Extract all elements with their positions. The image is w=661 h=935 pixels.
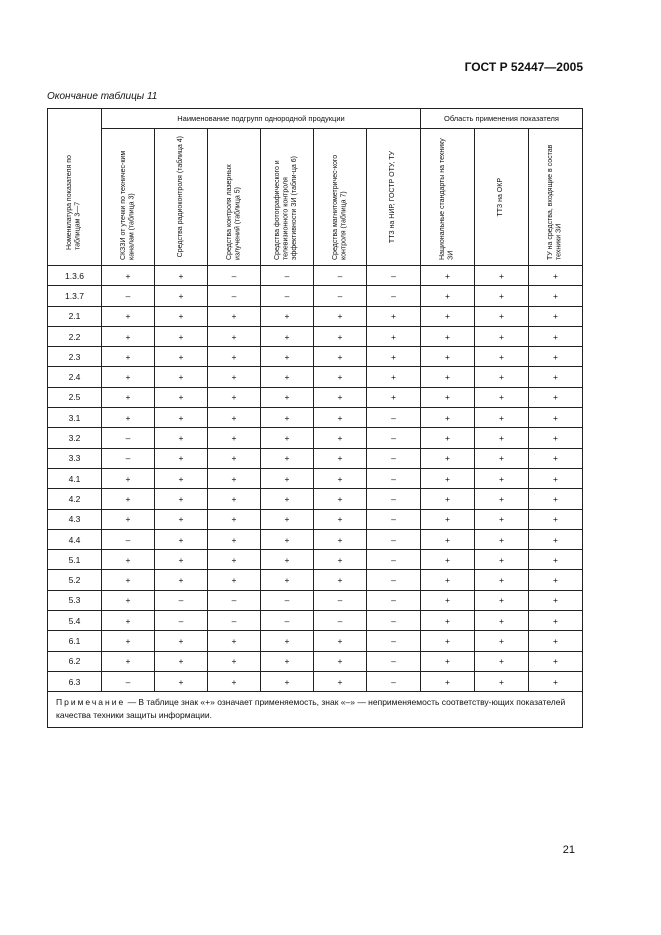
applicability-cell: + <box>529 428 583 448</box>
applicability-cell: + <box>261 671 314 691</box>
applicability-cell: + <box>155 326 208 346</box>
applicability-cell: + <box>475 509 529 529</box>
applicability-cell: + <box>155 509 208 529</box>
applicability-cell: + <box>421 671 475 691</box>
applicability-cell: – <box>367 489 421 509</box>
applicability-cell: + <box>421 408 475 428</box>
row-code: 4.3 <box>48 509 102 529</box>
applicability-cell: + <box>261 347 314 367</box>
applicability-cell: + <box>261 306 314 326</box>
table-row <box>48 651 583 671</box>
column-header-2 <box>155 129 208 266</box>
applicability-cell: + <box>102 326 155 346</box>
applicability-cell: + <box>102 347 155 367</box>
applicability-cell: + <box>475 266 529 286</box>
applicability-cell: + <box>155 448 208 468</box>
applicability-cell: + <box>102 611 155 631</box>
applicability-cell: + <box>529 347 583 367</box>
applicability-cell: + <box>261 509 314 529</box>
applicability-cell: – <box>367 529 421 549</box>
applicability-cell: + <box>475 408 529 428</box>
applicability-cell: + <box>367 326 421 346</box>
applicability-cell: + <box>261 326 314 346</box>
applicability-cell: + <box>475 326 529 346</box>
column-header-text: ТТЗ на НИР, ГОСТР ОТУ, ТУ <box>389 150 397 244</box>
applicability-cell: + <box>367 306 421 326</box>
applicability-cell: – <box>367 468 421 488</box>
table-row <box>48 428 583 448</box>
column-header-7 <box>421 129 475 266</box>
applicability-cell: + <box>261 651 314 671</box>
applicability-cell: + <box>102 468 155 488</box>
applicability-cell: + <box>529 651 583 671</box>
applicability-cell: + <box>475 468 529 488</box>
applicability-cell: + <box>261 408 314 428</box>
applicability-cell: + <box>529 671 583 691</box>
applicability-cell: + <box>475 347 529 367</box>
applicability-cell: + <box>529 468 583 488</box>
table-row <box>48 611 583 631</box>
applicability-cell: + <box>102 387 155 407</box>
applicability-cell: – <box>314 266 367 286</box>
note-row <box>48 692 583 728</box>
applicability-cell: + <box>475 286 529 306</box>
row-code: 3.2 <box>48 428 102 448</box>
applicability-cell: + <box>529 286 583 306</box>
column-header-text: Средства контроля лазерных излучений (таблица 5) <box>225 164 241 260</box>
column-header-text: Средства радиоконтроля (таблица 4) <box>176 136 184 258</box>
table-note <box>48 692 583 728</box>
applicability-cell: + <box>314 306 367 326</box>
applicability-cell: – <box>261 611 314 631</box>
applicability-cell: + <box>261 428 314 448</box>
applicability-table-wrapper <box>47 108 582 728</box>
table-row <box>48 347 583 367</box>
applicability-cell: – <box>208 286 261 306</box>
applicability-cell: + <box>421 468 475 488</box>
table-row <box>48 468 583 488</box>
applicability-cell: – <box>367 570 421 590</box>
row-code: 1.3.7 <box>48 286 102 306</box>
applicability-cell: + <box>529 367 583 387</box>
applicability-cell: – <box>208 590 261 610</box>
applicability-cell: + <box>102 509 155 529</box>
applicability-cell: + <box>421 266 475 286</box>
group-header-application-area: Область применения показателя <box>421 109 583 129</box>
applicability-cell: – <box>367 428 421 448</box>
applicability-cell: + <box>421 326 475 346</box>
applicability-cell: + <box>475 367 529 387</box>
applicability-cell: – <box>367 631 421 651</box>
applicability-cell: + <box>314 428 367 448</box>
applicability-cell: + <box>529 387 583 407</box>
applicability-cell: – <box>102 529 155 549</box>
applicability-cell: + <box>421 631 475 651</box>
row-code: 4.4 <box>48 529 102 549</box>
row-code: 5.3 <box>48 590 102 610</box>
table-caption: Окончание таблицы 11 <box>47 91 158 102</box>
column-header-row <box>48 129 583 266</box>
applicability-cell: + <box>208 570 261 590</box>
applicability-cell: – <box>367 509 421 529</box>
applicability-cell: + <box>102 651 155 671</box>
applicability-cell: + <box>421 509 475 529</box>
row-code: 6.1 <box>48 631 102 651</box>
applicability-cell: + <box>261 631 314 651</box>
applicability-cell: + <box>367 387 421 407</box>
table-row <box>48 286 583 306</box>
first-column-header-text: Номенклатура показателя по таблицам 3—7 <box>66 155 82 250</box>
applicability-cell: – <box>102 671 155 691</box>
row-code: 2.1 <box>48 306 102 326</box>
applicability-cell: + <box>102 306 155 326</box>
group-header-row <box>48 109 583 129</box>
applicability-cell: – <box>102 428 155 448</box>
row-code: 5.2 <box>48 570 102 590</box>
row-code: 1.3.6 <box>48 266 102 286</box>
applicability-cell: + <box>261 448 314 468</box>
row-code: 5.1 <box>48 550 102 570</box>
applicability-cell: + <box>314 631 367 651</box>
column-header-5 <box>314 129 367 266</box>
table-row <box>48 529 583 549</box>
column-header-6 <box>367 129 421 266</box>
applicability-cell: – <box>367 448 421 468</box>
applicability-cell: + <box>155 550 208 570</box>
applicability-cell: + <box>208 306 261 326</box>
row-code: 6.3 <box>48 671 102 691</box>
applicability-cell: + <box>155 529 208 549</box>
applicability-cell: + <box>155 408 208 428</box>
applicability-cell: + <box>208 631 261 651</box>
applicability-cell: – <box>367 408 421 428</box>
applicability-cell: – <box>367 266 421 286</box>
applicability-cell: + <box>102 367 155 387</box>
applicability-cell: – <box>261 266 314 286</box>
applicability-cell: + <box>314 387 367 407</box>
row-code: 4.1 <box>48 468 102 488</box>
applicability-cell: + <box>529 489 583 509</box>
column-header-text: СКЗЗИ от утечки по техничес-ким каналам (таблица 3) <box>119 150 135 260</box>
applicability-cell: – <box>314 590 367 610</box>
applicability-cell: + <box>529 266 583 286</box>
applicability-cell: + <box>529 590 583 610</box>
applicability-cell: + <box>261 550 314 570</box>
applicability-cell: + <box>155 651 208 671</box>
applicability-cell: + <box>208 550 261 570</box>
applicability-cell: + <box>208 529 261 549</box>
applicability-cell: + <box>208 408 261 428</box>
applicability-cell: + <box>314 651 367 671</box>
applicability-cell: – <box>102 448 155 468</box>
table-row <box>48 266 583 286</box>
column-header-4 <box>261 129 314 266</box>
applicability-cell: + <box>475 631 529 651</box>
applicability-cell: + <box>421 590 475 610</box>
applicability-cell: + <box>475 529 529 549</box>
applicability-cell: + <box>155 286 208 306</box>
applicability-cell: + <box>261 367 314 387</box>
applicability-cell: + <box>529 631 583 651</box>
applicability-cell: – <box>367 590 421 610</box>
row-code: 2.3 <box>48 347 102 367</box>
first-column-header <box>48 109 102 266</box>
applicability-cell: – <box>208 611 261 631</box>
applicability-cell: + <box>421 550 475 570</box>
column-header-1 <box>102 129 155 266</box>
row-code: 2.4 <box>48 367 102 387</box>
applicability-cell: – <box>314 611 367 631</box>
applicability-cell: + <box>208 651 261 671</box>
table-row <box>48 509 583 529</box>
applicability-cell: + <box>261 468 314 488</box>
table-row <box>48 326 583 346</box>
table-row <box>48 387 583 407</box>
applicability-cell: + <box>155 671 208 691</box>
applicability-cell: + <box>529 550 583 570</box>
standard-header: ГОСТ Р 52447—2005 <box>464 60 583 74</box>
applicability-cell: – <box>261 590 314 610</box>
applicability-cell: + <box>529 408 583 428</box>
table-row <box>48 550 583 570</box>
column-header-text: Национальные стандарты на технику ЗИ <box>439 138 455 260</box>
applicability-cell: – <box>261 286 314 306</box>
applicability-cell: + <box>102 550 155 570</box>
column-header-3 <box>208 129 261 266</box>
applicability-cell: + <box>314 529 367 549</box>
table-body <box>48 266 583 692</box>
applicability-cell: + <box>102 590 155 610</box>
applicability-cell: + <box>314 347 367 367</box>
applicability-cell: + <box>314 326 367 346</box>
column-header-8 <box>475 129 529 266</box>
column-header-text: ТУ на средства, входящие в состав техники ЗИ <box>547 144 563 260</box>
applicability-cell: + <box>155 266 208 286</box>
row-code: 5.4 <box>48 611 102 631</box>
applicability-cell: + <box>155 570 208 590</box>
row-code: 3.3 <box>48 448 102 468</box>
applicability-cell: + <box>421 448 475 468</box>
applicability-cell: – <box>208 266 261 286</box>
applicability-cell: + <box>367 367 421 387</box>
applicability-cell: + <box>314 570 367 590</box>
applicability-cell: + <box>421 367 475 387</box>
table-row <box>48 306 583 326</box>
applicability-cell: + <box>261 570 314 590</box>
applicability-cell: + <box>261 489 314 509</box>
applicability-cell: + <box>475 428 529 448</box>
table-row <box>48 590 583 610</box>
applicability-cell: + <box>208 326 261 346</box>
applicability-cell: + <box>475 550 529 570</box>
applicability-cell: + <box>529 306 583 326</box>
row-code: 2.2 <box>48 326 102 346</box>
applicability-cell: + <box>475 448 529 468</box>
applicability-cell: + <box>421 306 475 326</box>
note-text: — В таблице знак «+» означает применяемость, знак «–» — неприменяемость соответству-ющих показателей качества техники защиты информации. <box>56 697 566 721</box>
applicability-cell: + <box>155 468 208 488</box>
applicability-cell: + <box>102 570 155 590</box>
column-header-text: Средства фотографического и телевизионного контроля эффективности ЗИ (табли-ца 6) <box>274 156 299 260</box>
row-code: 3.1 <box>48 408 102 428</box>
applicability-cell: + <box>475 671 529 691</box>
applicability-cell: – <box>102 286 155 306</box>
column-header-text: ТТЗ на ОКР <box>497 177 505 217</box>
table-row <box>48 448 583 468</box>
applicability-cell: + <box>102 631 155 651</box>
applicability-cell: + <box>314 671 367 691</box>
applicability-cell: + <box>314 367 367 387</box>
applicability-cell: + <box>155 631 208 651</box>
page-number: 21 <box>562 844 575 856</box>
applicability-cell: + <box>314 550 367 570</box>
table-row <box>48 489 583 509</box>
group-header-subgroups: Наименование подгрупп однородной продукции <box>102 109 421 129</box>
applicability-cell: + <box>208 428 261 448</box>
row-code: 6.2 <box>48 651 102 671</box>
applicability-cell: + <box>208 367 261 387</box>
applicability-cell: + <box>102 408 155 428</box>
applicability-cell: + <box>421 651 475 671</box>
column-header-text: Средства магнитометричес-кого контроля (таблица 7) <box>331 154 347 260</box>
applicability-cell: + <box>475 570 529 590</box>
applicability-cell: + <box>367 347 421 367</box>
applicability-cell: + <box>208 468 261 488</box>
applicability-cell: + <box>102 489 155 509</box>
applicability-cell: + <box>529 570 583 590</box>
applicability-cell: + <box>529 611 583 631</box>
applicability-cell: + <box>475 651 529 671</box>
applicability-cell: – <box>314 286 367 306</box>
applicability-cell: + <box>208 509 261 529</box>
table-row <box>48 631 583 651</box>
applicability-cell: + <box>421 489 475 509</box>
table-row <box>48 408 583 428</box>
applicability-cell: + <box>208 671 261 691</box>
applicability-cell: + <box>314 408 367 428</box>
note-label: Примечание <box>56 697 126 708</box>
applicability-cell: + <box>421 286 475 306</box>
applicability-cell: – <box>367 550 421 570</box>
applicability-cell: + <box>421 529 475 549</box>
applicability-cell: + <box>529 326 583 346</box>
applicability-cell: + <box>529 529 583 549</box>
table-row <box>48 570 583 590</box>
applicability-cell: + <box>155 428 208 448</box>
applicability-cell: + <box>208 489 261 509</box>
applicability-cell: + <box>261 529 314 549</box>
applicability-cell: + <box>421 347 475 367</box>
applicability-cell: + <box>155 347 208 367</box>
applicability-cell: + <box>314 489 367 509</box>
applicability-cell: + <box>155 387 208 407</box>
applicability-cell: + <box>421 428 475 448</box>
applicability-cell: + <box>475 611 529 631</box>
applicability-cell: + <box>421 611 475 631</box>
applicability-cell: + <box>208 347 261 367</box>
applicability-cell: + <box>102 266 155 286</box>
table-row <box>48 671 583 691</box>
applicability-cell: + <box>314 509 367 529</box>
applicability-table <box>47 108 583 728</box>
applicability-cell: + <box>314 468 367 488</box>
applicability-cell: + <box>261 387 314 407</box>
applicability-cell: + <box>208 448 261 468</box>
applicability-cell: + <box>421 570 475 590</box>
table-row <box>48 367 583 387</box>
applicability-cell: – <box>367 651 421 671</box>
row-code: 2.5 <box>48 387 102 407</box>
applicability-cell: + <box>475 489 529 509</box>
applicability-cell: – <box>367 671 421 691</box>
applicability-cell: – <box>155 590 208 610</box>
applicability-cell: + <box>155 306 208 326</box>
applicability-cell: + <box>475 306 529 326</box>
applicability-cell: – <box>367 286 421 306</box>
applicability-cell: + <box>475 590 529 610</box>
row-code: 4.2 <box>48 489 102 509</box>
applicability-cell: – <box>367 611 421 631</box>
applicability-cell: + <box>529 509 583 529</box>
applicability-cell: + <box>529 448 583 468</box>
applicability-cell: + <box>155 367 208 387</box>
applicability-cell: + <box>314 448 367 468</box>
applicability-cell: – <box>155 611 208 631</box>
applicability-cell: + <box>475 387 529 407</box>
column-header-9 <box>529 129 583 266</box>
applicability-cell: + <box>155 489 208 509</box>
applicability-cell: + <box>208 387 261 407</box>
applicability-cell: + <box>421 387 475 407</box>
